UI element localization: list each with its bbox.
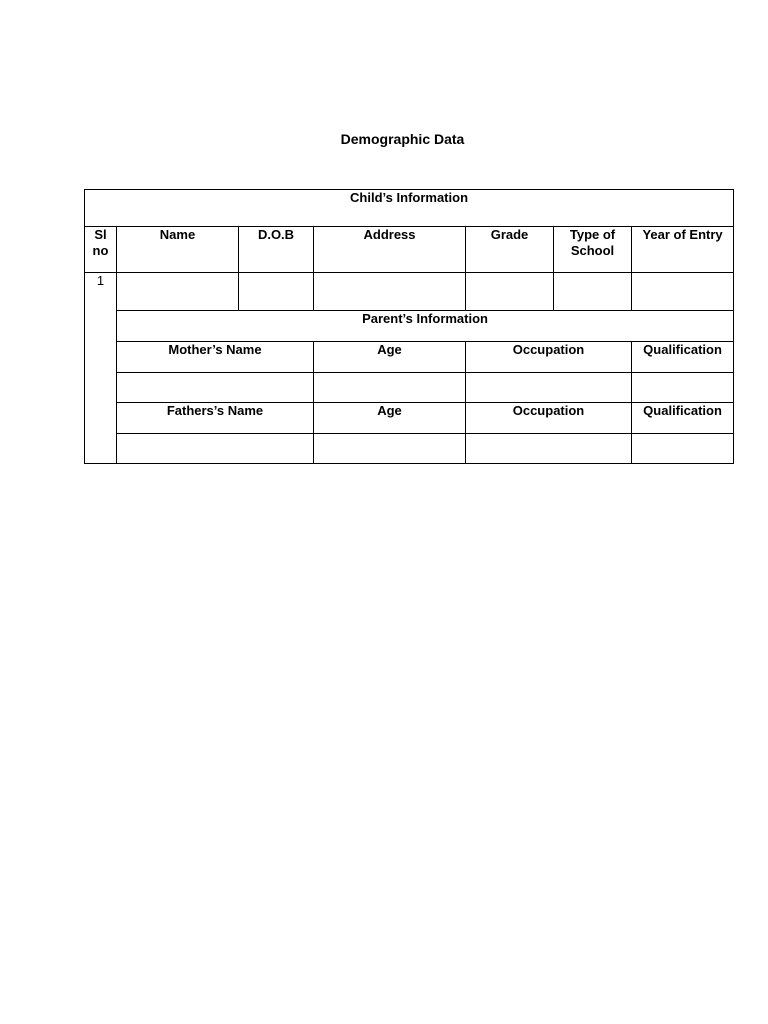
dob-header: D.O.B [239, 227, 314, 273]
father-qualification-header: Qualification [632, 403, 734, 434]
demographic-table [84, 189, 734, 464]
mother-age-cell[interactable] [314, 373, 466, 403]
sl-header-line1: Sl [94, 227, 107, 242]
mother-name-cell[interactable] [117, 373, 314, 403]
child-address-cell[interactable] [314, 273, 466, 311]
child-school-type-cell[interactable] [554, 273, 632, 311]
father-name-header: Fathers’s Name [117, 403, 314, 434]
sl-header-line2: no [92, 243, 109, 258]
child-data-row [85, 273, 734, 311]
father-age-header: Age [314, 403, 466, 434]
father-age-cell[interactable] [314, 434, 466, 464]
mother-header-row [85, 342, 734, 373]
child-name-cell[interactable] [117, 273, 239, 311]
mother-qualification-header: Qualification [632, 342, 734, 373]
father-occupation-cell[interactable] [466, 434, 632, 464]
parent-section-title: Parent’s Information [117, 311, 734, 342]
type-header-line2: School [570, 243, 615, 258]
address-header: Address [314, 227, 466, 273]
child-grade-cell[interactable] [466, 273, 554, 311]
serial-number: 1 [96, 273, 105, 288]
father-qualification-cell[interactable] [632, 434, 734, 464]
type-of-school-header [554, 227, 632, 273]
document-title: Demographic Data [340, 131, 465, 147]
father-header-row [85, 403, 734, 434]
mother-data-row [85, 373, 734, 403]
child-section-row [85, 190, 734, 227]
grade-header: Grade [466, 227, 554, 273]
child-section-title: Child’s Information [85, 190, 734, 227]
mother-age-header: Age [314, 342, 466, 373]
father-occupation-header: Occupation [466, 403, 632, 434]
parent-section-row [85, 311, 734, 342]
type-header-line1: Type of [569, 227, 616, 242]
father-name-cell[interactable] [117, 434, 314, 464]
name-header: Name [117, 227, 239, 273]
child-dob-cell[interactable] [239, 273, 314, 311]
father-data-row [85, 434, 734, 464]
mother-occupation-header: Occupation [466, 342, 632, 373]
sl-no-header [85, 227, 117, 273]
mother-name-header: Mother’s Name [117, 342, 314, 373]
mother-qualification-cell[interactable] [632, 373, 734, 403]
child-year-entry-cell[interactable] [632, 273, 734, 311]
year-of-entry-header: Year of Entry [632, 227, 734, 273]
serial-number-cell [85, 273, 117, 464]
child-header-row [85, 227, 734, 273]
mother-occupation-cell[interactable] [466, 373, 632, 403]
